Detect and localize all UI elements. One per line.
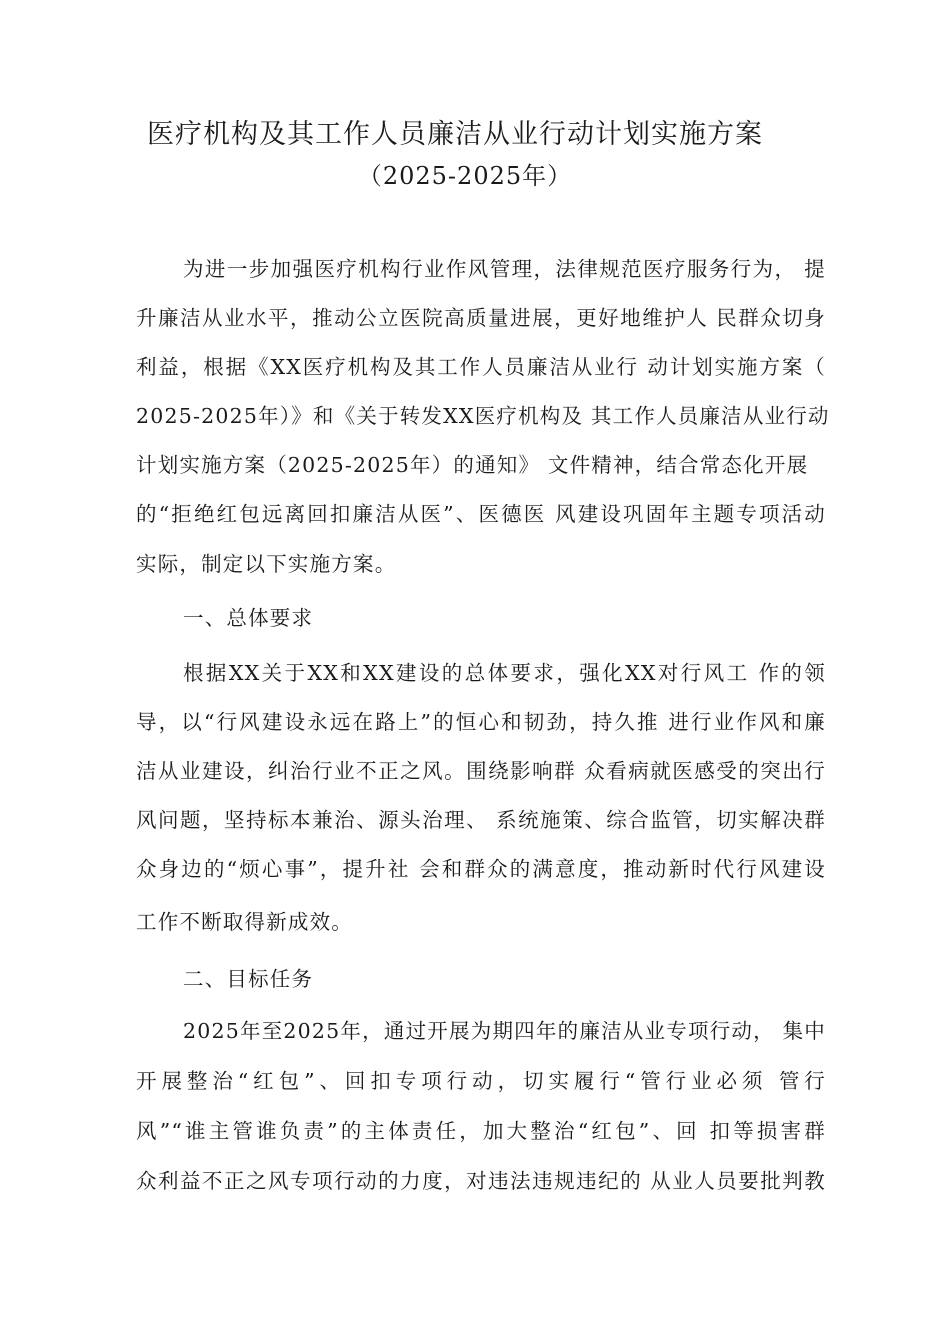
section2-line: 2025年至2025年，通过开展为期四年的廉洁从业专项行动， 集中 — [183, 1019, 826, 1043]
section-heading-overall-requirements: 一、总体要求 — [183, 606, 314, 630]
intro-line: 计划实施方案（2025-2025年）的通知》 文件精神，结合常态化开展 — [136, 453, 809, 477]
section1-line: 根据XX关于XX和XX建设的总体要求，强化XX对行风工 作的领 — [183, 661, 826, 685]
section2-line: 风”“谁主管谁负责”的主体责任，加大整治“红包”、回 扣等损害群 — [136, 1119, 826, 1143]
section1-line: 工作不断取得新成效。 — [136, 910, 353, 934]
section1-line: 众身边的“烦心事”，提升社 会和群众的满意度，推动新时代行风建设 — [136, 857, 826, 881]
section1-line: 导，以“行风建设永远在路上”的恒心和韧劲，持久推 进行业作风和廉 — [136, 710, 826, 734]
intro-line: 的“拒绝红包远离回扣廉洁从医”、医德医 风建设巩固年主题专项活动 — [136, 502, 826, 526]
document-subtitle: （2025-2025年） — [357, 162, 573, 190]
intro-line: 为进一步加强医疗机构行业作风管理，法律规范医疗服务行为， 提 — [183, 257, 826, 281]
intro-line: 利益，根据《XX医疗机构及其工作人员廉洁从业行 动计划实施方案（ — [136, 355, 826, 379]
section1-line: 洁从业建设，纠治行业不正之风。围绕影响群 众看病就医感受的突出行 — [136, 759, 826, 783]
section2-line: 开展整治“红包”、回扣专项行动，切实履行“管行业必须 管行 — [136, 1069, 826, 1093]
intro-line: 实际，制定以下实施方案。 — [136, 552, 397, 576]
section-heading-goals-tasks: 二、目标任务 — [183, 967, 314, 991]
intro-line: 2025-2025年）》和《关于转发XX医疗机构及 其工作人员廉洁从业行动 — [136, 404, 830, 428]
intro-line: 升廉洁从业水平，推动公立医院高质量进展，更好地维护人 民群众切身 — [136, 306, 826, 330]
document-title: 医疗机构及其工作人员廉洁从业行动计划实施方案 — [147, 119, 763, 150]
section2-line: 众利益不正之风专项行动的力度，对违法违规违纪的 从业人员要批判教 — [136, 1169, 826, 1193]
section1-line: 风问题，坚持标本兼治、源头治理、 系统施策、综合监管，切实解决群 — [136, 808, 826, 832]
